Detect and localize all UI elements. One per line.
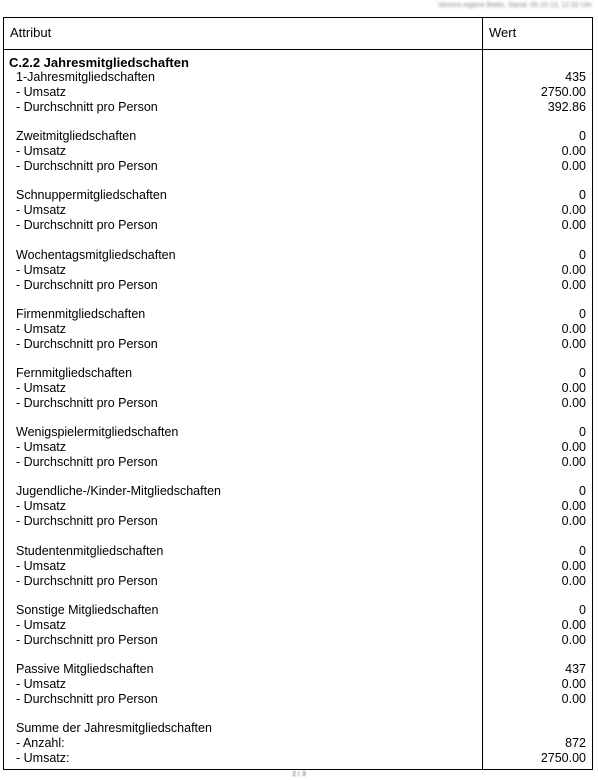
row-label: - Umsatz [16, 558, 66, 573]
table-row [4, 144, 592, 159]
row-label: - Durchschnitt pro Person [16, 159, 158, 174]
section-title: C.2.2 Jahresmitgliedschaften [9, 55, 189, 70]
row-label: Studentenmitgliedschaften [16, 543, 164, 558]
table-row [4, 455, 592, 470]
print-timestamp: Vereins-eigene Bilder, Stand: 05.10.13, 12:32 Uhr [437, 2, 592, 9]
row-label: - Durchschnitt pro Person [16, 632, 158, 647]
row-label: Zweitmitgliedschaften [16, 129, 137, 144]
row-value: 0 [579, 602, 586, 617]
row-label: Wenigspielermitgliedschaften [16, 425, 179, 440]
row-value: 392.86 [547, 100, 586, 114]
row-label: - Umsatz: [16, 751, 70, 766]
row-label: - Durchschnitt pro Person [16, 514, 158, 529]
row-value: 0.00 [561, 277, 586, 292]
row-value: 0.00 [561, 440, 586, 455]
membership-group [4, 425, 592, 484]
row-label: - Umsatz [16, 144, 66, 159]
row-value: 0 [579, 306, 586, 321]
row-value: 0.00 [561, 203, 586, 218]
table-header [4, 18, 592, 50]
table-row [4, 203, 592, 218]
page-number: 2 / 3 [292, 771, 306, 778]
table-row [4, 85, 592, 100]
row-label: - Umsatz [16, 262, 66, 277]
membership-group [4, 484, 592, 543]
table-row [4, 484, 592, 499]
table-row [4, 574, 592, 589]
row-label: - Umsatz [16, 617, 66, 632]
row-value: 0.00 [561, 395, 586, 410]
row-label: - Umsatz [16, 499, 66, 514]
membership-group [4, 70, 592, 129]
table-row [4, 544, 592, 559]
table-row [4, 248, 592, 263]
table-row [4, 692, 592, 707]
row-value: 0.00 [561, 691, 586, 706]
row-value: 872 [565, 736, 586, 751]
row-value: 0.00 [561, 262, 586, 277]
membership-group [4, 248, 592, 307]
row-value: 2750.00 [540, 85, 586, 99]
membership-group [4, 603, 592, 662]
membership-groups [4, 70, 592, 780]
table-row [4, 736, 592, 751]
row-value: 0 [579, 484, 586, 499]
row-value: 0.00 [561, 632, 586, 647]
row-label: - Umsatz [16, 85, 66, 99]
row-value: 0.00 [561, 218, 586, 233]
table-row [4, 366, 592, 381]
membership-group [4, 366, 592, 425]
table-row [4, 662, 592, 677]
row-value: 0.00 [561, 617, 586, 632]
row-label: - Umsatz [16, 440, 66, 455]
row-label: - Umsatz [16, 676, 66, 691]
row-value: 0.00 [561, 676, 586, 691]
row-label: - Durchschnitt pro Person [16, 336, 158, 351]
row-value: 437 [565, 661, 586, 676]
table-row [4, 514, 592, 529]
row-value: 0.00 [561, 144, 586, 159]
table-row [4, 263, 592, 278]
table-row [4, 218, 592, 233]
row-label: Summe der Jahresmitgliedschaften [16, 721, 212, 736]
row-value: 0.00 [561, 380, 586, 395]
table-row [4, 559, 592, 574]
table-row [4, 188, 592, 203]
row-label: - Umsatz [16, 321, 66, 336]
table-row [4, 322, 592, 337]
table-row [4, 618, 592, 633]
table-row [4, 381, 592, 396]
row-value: 0.00 [561, 159, 586, 174]
row-value: 0 [579, 365, 586, 380]
row-label: - Durchschnitt pro Person [16, 455, 158, 470]
membership-group [4, 544, 592, 603]
table-row [4, 603, 592, 618]
table-row [4, 396, 592, 411]
row-value: 0.00 [561, 336, 586, 351]
table-row [4, 100, 592, 115]
row-value: 2750.00 [540, 751, 586, 766]
table-row [4, 337, 592, 352]
row-label: Sonstige Mitgliedschaften [16, 602, 159, 617]
row-label: Passive Mitgliedschaften [16, 661, 154, 676]
table-row [4, 677, 592, 692]
row-value: 0.00 [561, 499, 586, 514]
row-value: 0.00 [561, 321, 586, 336]
header-attribute: Attribut [10, 25, 52, 40]
row-value: 0 [579, 425, 586, 440]
header-value: Wert [489, 25, 517, 40]
row-value: 0 [579, 188, 586, 203]
row-label: 1-Jahresmitgliedschaften [16, 70, 155, 84]
row-label: - Durchschnitt pro Person [16, 395, 158, 410]
report-table [3, 17, 593, 770]
row-label: - Durchschnitt pro Person [16, 691, 158, 706]
row-value: 0.00 [561, 558, 586, 573]
row-label: - Umsatz [16, 380, 66, 395]
row-value: 0.00 [561, 514, 586, 529]
row-label: Fernmitgliedschaften [16, 365, 133, 380]
row-value: 0.00 [561, 573, 586, 588]
row-label: - Durchschnitt pro Person [16, 218, 158, 233]
table-row [4, 425, 592, 440]
table-row [4, 499, 592, 514]
membership-group [4, 307, 592, 366]
table-row [4, 633, 592, 648]
table-row [4, 159, 592, 174]
membership-group [4, 188, 592, 247]
row-label: - Umsatz [16, 203, 66, 218]
row-label: - Durchschnitt pro Person [16, 277, 158, 292]
membership-group [4, 129, 592, 188]
row-label: - Anzahl: [16, 736, 65, 751]
row-label: - Durchschnitt pro Person [16, 573, 158, 588]
row-value: 0.00 [561, 455, 586, 470]
table-row [4, 307, 592, 322]
row-value: 0 [579, 129, 586, 144]
table-row [4, 70, 592, 85]
table-row [4, 440, 592, 455]
row-label: - Durchschnitt pro Person [16, 100, 158, 114]
table-row [4, 129, 592, 144]
table-row [4, 721, 592, 736]
row-value: 0 [579, 247, 586, 262]
membership-group [4, 662, 592, 721]
row-label: Jugendliche-/Kinder-Mitgliedschaften [16, 484, 221, 499]
row-label: Schnuppermitgliedschaften [16, 188, 167, 203]
row-value: 435 [565, 70, 586, 84]
row-label: Firmenmitgliedschaften [16, 306, 146, 321]
row-value: 0 [579, 543, 586, 558]
table-row [4, 278, 592, 293]
table-row [4, 751, 592, 766]
row-label: Wochentagsmitgliedschaften [16, 247, 176, 262]
